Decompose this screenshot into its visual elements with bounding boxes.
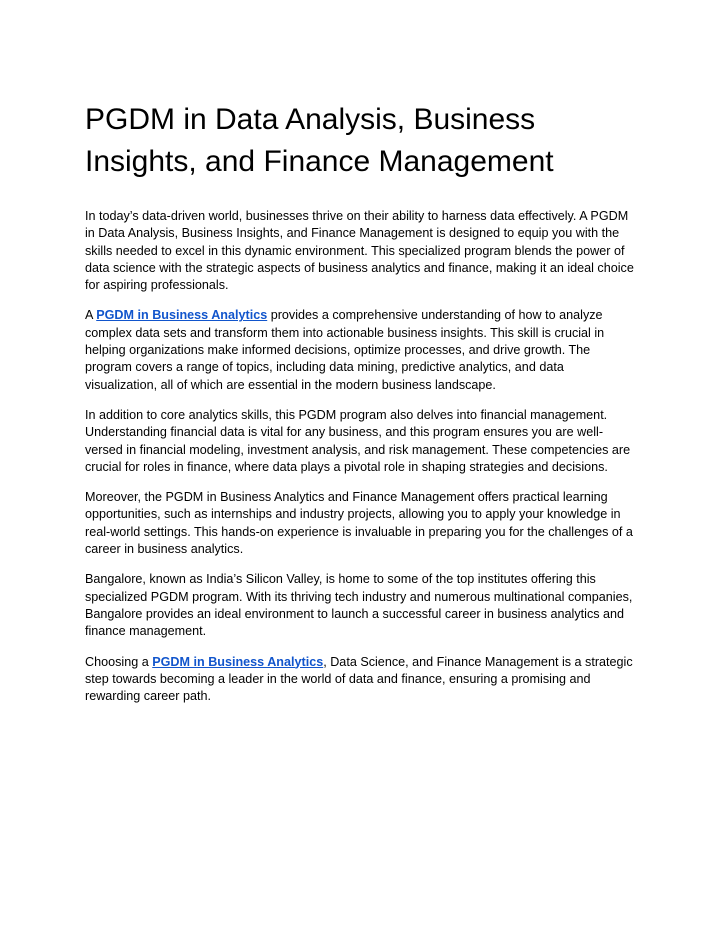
paragraph-finance: In addition to core analytics skills, this PGDM program also delves into financial management. Understanding financial data is vital for any business, and this program ensures you are well-versed in financial modeling, investment analysis, and risk management. These competencies are crucial for roles in finance, where data plays a pivotal role in shaping strategies and decisions. bbox=[85, 407, 631, 474]
paragraph-text: Choosing a bbox=[85, 654, 153, 669]
paragraph-conclusion bbox=[85, 654, 638, 706]
pgdm-business-analytics-link[interactable]: PGDM in Business Analytics bbox=[96, 308, 268, 323]
paragraph-text: A bbox=[85, 308, 97, 323]
paragraph-analytics bbox=[85, 307, 638, 393]
paragraph-text: , Data Science, and Finance Management is a strategic step towards becoming a leader in the world of data and finance, ensuring a promising and rewarding career path. bbox=[85, 654, 633, 704]
paragraph-intro: In today’s data-driven world, businesses thrive on their ability to harness data effectively. A PGDM in Data Analysis, Business Insights, and Finance Management is designed to equip you with the skills needed to excel in this dynamic environment. This specialized program blends the power of data science with the strategic aspects of business analytics and finance, making it an ideal choice for aspiring professionals. bbox=[85, 209, 634, 293]
paragraph-practical: Moreover, the PGDM in Business Analytics and Finance Management offers practical learning opportunities, such as internships and industry projects, allowing you to apply your knowledge in real-world settings. This hands-on experience is invaluable in preparing you for the challenges of a career in business analytics. bbox=[85, 490, 633, 557]
page-title: PGDM in Data Analysis, Business Insights, and Finance Management bbox=[85, 103, 554, 178]
paragraph-bangalore: Bangalore, known as India’s Silicon Valley, is home to some of the top institutes offering this specialized PGDM program. With its thriving tech industry and numerous multinational companies, Bangalore provides an ideal environment to launch a successful career in business analytics and finance management. bbox=[85, 572, 633, 639]
pgdm-business-analytics-link[interactable]: PGDM in Business Analytics bbox=[152, 654, 324, 669]
paragraph-text: provides a comprehensive understanding of how to analyze complex data sets and transform them into actionable business insights. This skill is crucial in helping organizations make informed decisions, optimize processes, and drive growth. The program covers a range of topics, including data mining, predictive analytics, and data visualization, all of which are essential in the modern business landscape. bbox=[85, 308, 605, 392]
